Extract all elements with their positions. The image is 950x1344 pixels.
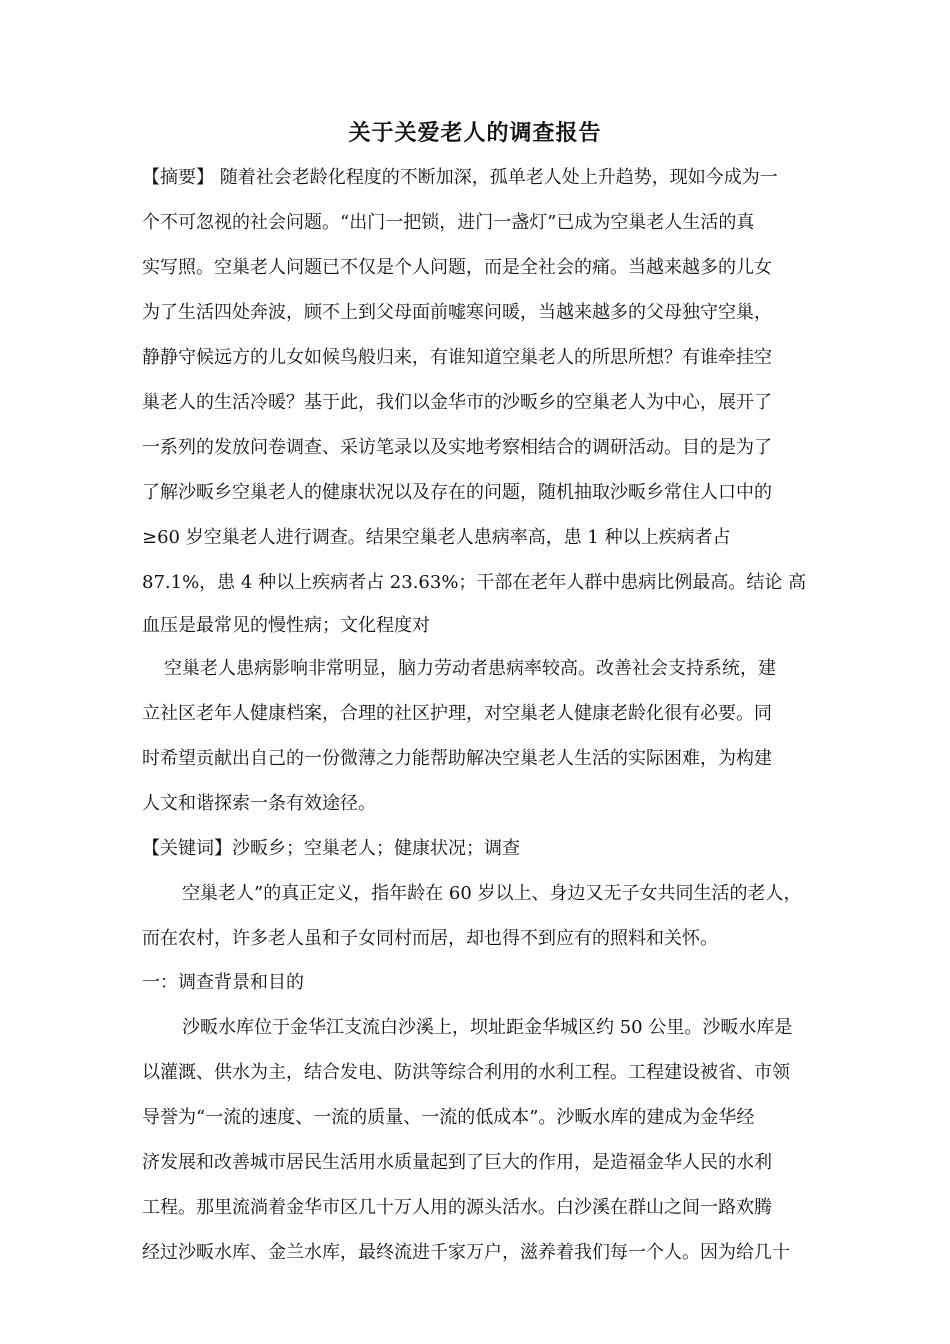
document-title: 关于关爱老人的调查报告 (348, 120, 602, 146)
definition-line-1: 空巢老人”的真正定义，指年龄在 60 岁以上、身边又无子女共同生活的老人， (182, 883, 802, 904)
abstract-line-12: 空巢老人患病影响非常明显，脑力劳动者患病率较高。改善社会支持系统，建 (164, 658, 776, 679)
abstract-line-1: 【摘要】 随着社会老龄化程度的不断加深，孤单老人处上升趋势，现如今成为一 (142, 167, 778, 188)
abstract-line-5: 静静守候远方的儿女如候鸟般归来，有谁知道空巢老人的所思所想？有谁牵挂空 (142, 347, 772, 368)
background-line-2: 以灌溉、供水为主，结合发电、防洪等综合利用的水利工程。工程建设被省、市领 (142, 1062, 790, 1083)
abstract-line-7: 一系列的发放问卷调查、采访笔录以及实地考察相结合的调研活动。目的是为了 (142, 437, 772, 458)
definition-line-2: 而在农村，许多老人虽和子女同村而居，却也得不到应有的照料和关怀。 (142, 928, 718, 949)
background-line-5: 工程。那里流淌着金华市区几十万人用的源头活水。白沙溪在群山之间一路欢腾 (142, 1197, 772, 1218)
keywords-line: 【关键词】沙畈乡；空巢老人；健康状况；调查 (142, 838, 520, 859)
abstract-line-6: 巢老人的生活冷暖？基于此，我们以金华市的沙畈乡的空巢老人为中心，展开了 (142, 392, 772, 413)
abstract-line-15: 人文和谐探索一条有效途径。 (142, 793, 376, 814)
abstract-line-8: 了解沙畈乡空巢老人的健康状况以及存在的问题，随机抽取沙畈乡常住人口中的 (142, 482, 772, 503)
background-line-6: 经过沙畈水库、金兰水库，最终流进千家万户，滋养着我们每一个人。因为给几十 (142, 1242, 790, 1263)
abstract-line-10: 87.1%，患 4 种以上疾病者占 23.63%；干部在老年人群中患病比例最高。结论 高 (142, 572, 807, 593)
abstract-line-9: ≥60 岁空巢老人进行调查。结果空巢老人患病率高，患 1 种以上疾病者占 (142, 527, 731, 548)
abstract-line-2: 个不可忽视的社会问题。“出门一把锁，进门一盏灯”已成为空巢老人生活的真 (142, 212, 755, 233)
abstract-line-14: 时希望贡献出自己的一份微薄之力能帮助解决空巢老人生活的实际困难，为构建 (142, 748, 772, 769)
abstract-line-4: 为了生活四处奔波，顾不上到父母面前嘘寒问暖，当越来越多的父母独守空巢， (142, 302, 772, 323)
background-line-4: 济发展和改善城市居民生活用水质量起到了巨大的作用，是造福金华人民的水利 (142, 1152, 772, 1173)
abstract-line-13: 立社区老年人健康档案，合理的社区护理，对空巢老人健康老龄化很有必要。同 (142, 703, 772, 724)
background-line-1: 沙畈水库位于金华江支流白沙溪上，坝址距金华城区约 50 公里。沙畈水库是 (182, 1017, 793, 1038)
abstract-line-11: 血压是最常见的慢性病；文化程度对 (142, 615, 430, 636)
abstract-line-3: 实写照。空巢老人问题已不仅是个人问题，而是全社会的痛。当越来越多的儿女 (142, 257, 772, 278)
section-heading: 一：调查背景和目的 (142, 972, 304, 993)
background-line-3: 导誉为“一流的速度、一流的质量、一流的低成本”。沙畈水库的建成为金华经 (142, 1107, 755, 1128)
